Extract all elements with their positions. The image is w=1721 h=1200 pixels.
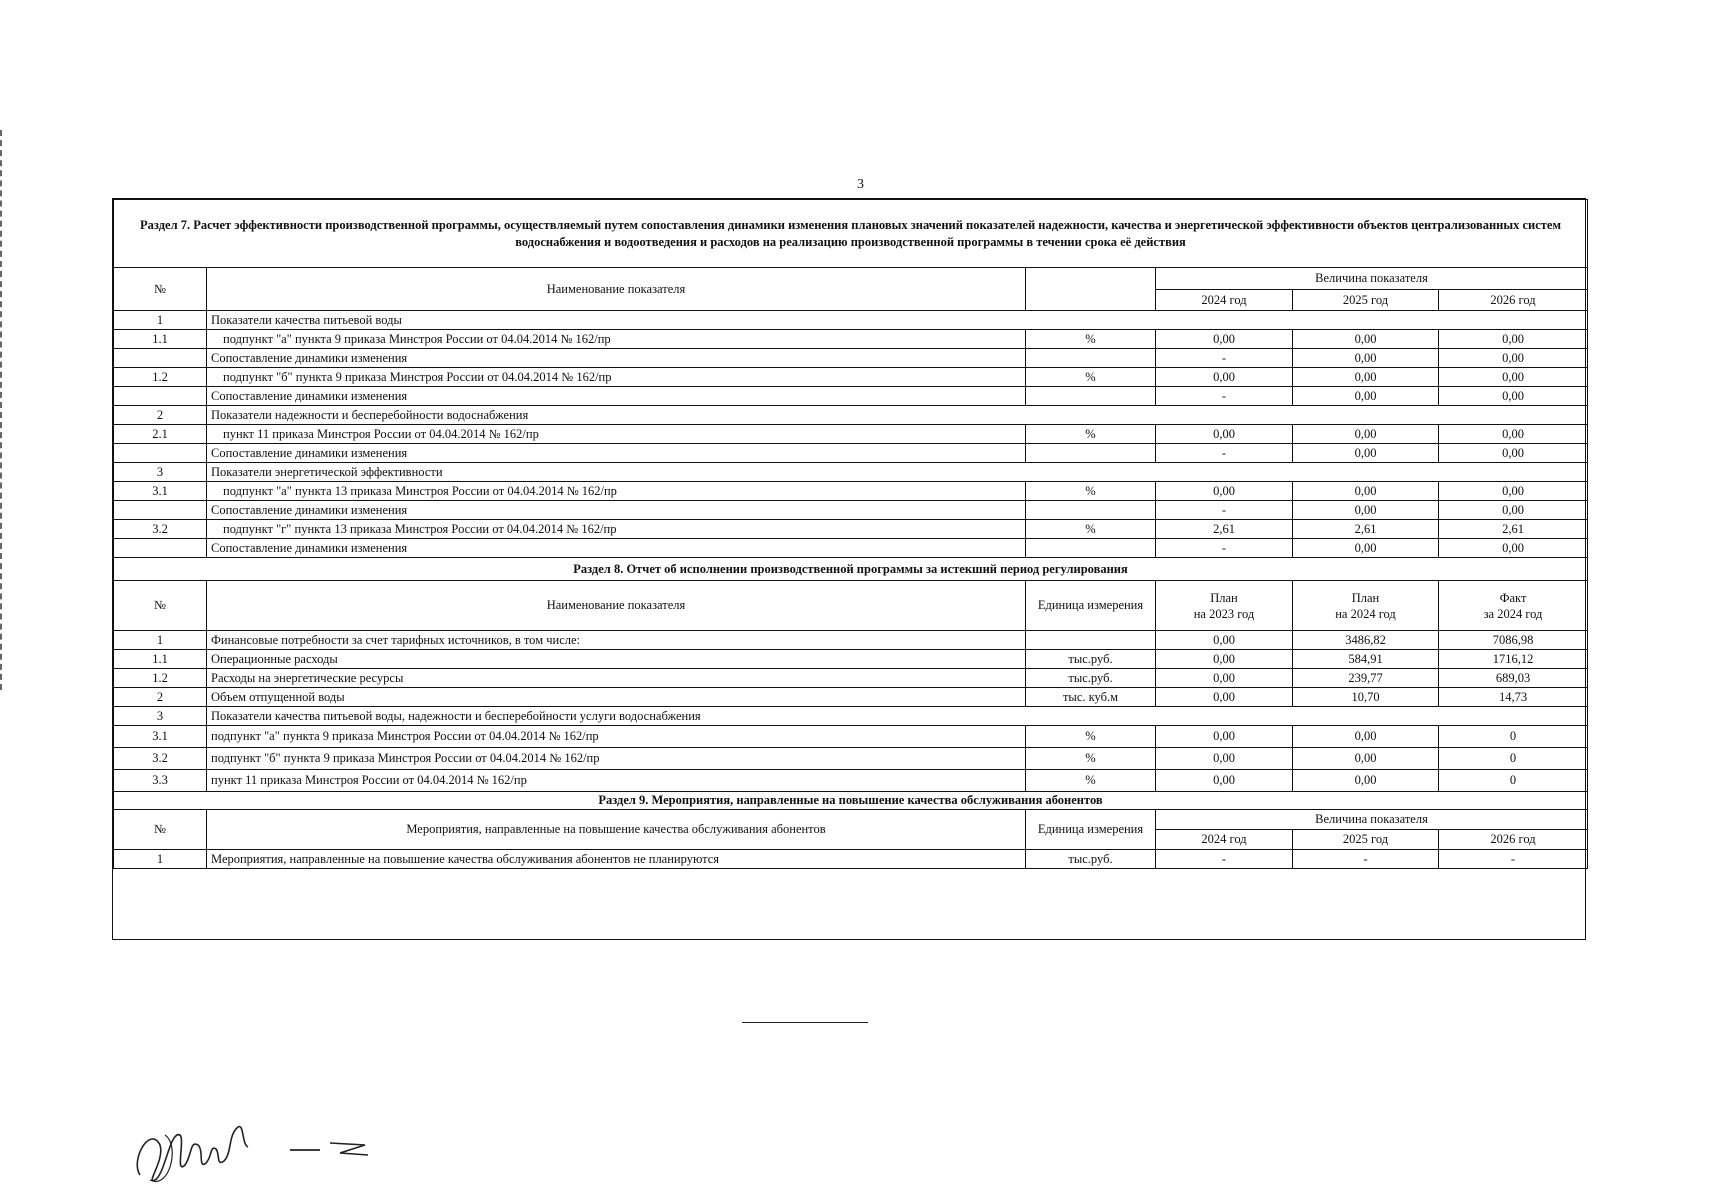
s8-row-value-2: 584,91 (1293, 650, 1439, 669)
s7-row-value-2: 0,00 (1293, 368, 1439, 387)
s7-row-value-3: 0,00 (1439, 349, 1588, 368)
s8-row-value-1: 0,00 (1156, 669, 1293, 688)
s7-row-value-1: 2,61 (1156, 520, 1293, 539)
s8-row-num: 3 (114, 707, 207, 726)
s7-row-value-3: 2,61 (1439, 520, 1588, 539)
s7-row-name: Сопоставление динамики изменения (207, 387, 1026, 406)
s7-row (114, 406, 1588, 425)
s7-row-value-3: 0,00 (1439, 425, 1588, 444)
s7-row (114, 425, 1588, 444)
s8-row-name: пункт 11 приказа Минстроя России от 04.04.2014 № 162/пр (207, 770, 1026, 792)
s7-row-value-3: 0,00 (1439, 501, 1588, 520)
s8-header-unit: Единица измерения (1026, 581, 1156, 631)
s7-row-num: 1 (114, 311, 207, 330)
s8-row-unit: % (1026, 770, 1156, 792)
s7-header-year-2: 2025 год (1293, 290, 1439, 311)
s8-header-name: Наименование показателя (207, 581, 1026, 631)
s7-row-num (114, 349, 207, 368)
s7-row-value-2: 0,00 (1293, 330, 1439, 349)
s7-row-name: пункт 11 приказа Минстроя России от 04.04.2014 № 162/пр (207, 425, 1026, 444)
s7-row-num: 3.2 (114, 520, 207, 539)
s9-header-unit: Единица измерения (1026, 810, 1156, 850)
s7-row-value-2: 0,00 (1293, 539, 1439, 558)
scan-edge-marks (0, 130, 5, 690)
s8-row-num: 3.3 (114, 770, 207, 792)
s8-row-value-3: 7086,98 (1439, 631, 1588, 650)
s7-header-num: № (114, 268, 207, 311)
s7-row-group-name: Показатели энергетической эффективности (207, 463, 1588, 482)
s7-header-year-1: 2024 год (1156, 290, 1293, 311)
s8-header-fact-2024 (1439, 581, 1588, 631)
signature-drawing (120, 1105, 440, 1195)
s7-row-num: 2.1 (114, 425, 207, 444)
s8-row-num: 3.1 (114, 726, 207, 748)
s8-h1a: План (1210, 590, 1238, 605)
s8-row-value-3: 14,73 (1439, 688, 1588, 707)
s7-row-num (114, 387, 207, 406)
s7-row-name: подпункт "г" пункта 13 приказа Минстроя России от 04.04.2014 № 162/пр (207, 520, 1026, 539)
s7-row-group-name: Показатели надежности и бесперебойности водоснабжения (207, 406, 1588, 425)
s7-row-value-1: - (1156, 444, 1293, 463)
s7-row-value-3: 0,00 (1439, 539, 1588, 558)
s7-header-name: Наименование показателя (207, 268, 1026, 311)
s8-row-value-2: 10,70 (1293, 688, 1439, 707)
s9-row-value-2: - (1293, 850, 1439, 869)
handwritten-signature (120, 1105, 440, 1200)
s8-row-value-3: 0 (1439, 770, 1588, 792)
s7-row (114, 330, 1588, 349)
s8-row-value-3: 0 (1439, 748, 1588, 770)
s8-row-num: 3.2 (114, 748, 207, 770)
s7-row-num (114, 444, 207, 463)
s8-row (114, 726, 1588, 748)
document-table-frame (112, 198, 1586, 940)
s9-row (114, 850, 1588, 869)
s7-header-year-3: 2026 год (1439, 290, 1588, 311)
s7-row-unit (1026, 444, 1156, 463)
s7-row-num (114, 539, 207, 558)
s7-row-value-1: 0,00 (1156, 425, 1293, 444)
s8-row-unit: тыс. куб.м (1026, 688, 1156, 707)
s8-row-value-1: 0,00 (1156, 650, 1293, 669)
s7-row-num: 2 (114, 406, 207, 425)
s7-row-num (114, 501, 207, 520)
s7-row-num: 1.2 (114, 368, 207, 387)
s8-row-num: 1 (114, 631, 207, 650)
s8-h2a: План (1351, 590, 1380, 605)
s8-row-value-2: 239,77 (1293, 669, 1439, 688)
s8-row-name: Расходы на энергетические ресурсы (207, 669, 1026, 688)
s8-row-unit (1026, 631, 1156, 650)
s9-header-num: № (114, 810, 207, 850)
s7-row-unit (1026, 539, 1156, 558)
s7-header-unit (1026, 268, 1156, 311)
s7-row (114, 349, 1588, 368)
s7-row-value-1: 0,00 (1156, 330, 1293, 349)
s7-row-value-2: 0,00 (1293, 425, 1439, 444)
s8-h3a: Факт (1499, 590, 1527, 605)
s7-row-value-2: 2,61 (1293, 520, 1439, 539)
s7-row-name: подпункт "б" пункта 9 приказа Минстроя России от 04.04.2014 № 162/пр (207, 368, 1026, 387)
s7-row-value-1: 0,00 (1156, 482, 1293, 501)
bottom-separator-line (742, 1022, 868, 1023)
s7-row (114, 387, 1588, 406)
section8-title: Раздел 8. Отчет об исполнении производственной программы за истекший период регулирования (114, 558, 1588, 581)
s8-row (114, 650, 1588, 669)
s7-row (114, 444, 1588, 463)
s8-row-value-1: 0,00 (1156, 631, 1293, 650)
s7-row (114, 463, 1588, 482)
s7-row-value-3: 0,00 (1439, 387, 1588, 406)
s9-row-num: 1 (114, 850, 207, 869)
s7-row-value-1: - (1156, 349, 1293, 368)
s7-row (114, 501, 1588, 520)
s7-row-unit: % (1026, 330, 1156, 349)
s7-row (114, 482, 1588, 501)
s7-row-name: Сопоставление динамики изменения (207, 539, 1026, 558)
s8-row-value-1: 0,00 (1156, 748, 1293, 770)
s7-row (114, 368, 1588, 387)
s8-header-plan-2023 (1156, 581, 1293, 631)
s8-row (114, 770, 1588, 792)
s7-row-value-3: 0,00 (1439, 482, 1588, 501)
s7-row-unit (1026, 387, 1156, 406)
s8-row (114, 707, 1588, 726)
s9-row-value-3: - (1439, 850, 1588, 869)
s8-h3b: за 2024 год (1483, 606, 1543, 621)
s8-h1b: на 2023 год (1193, 606, 1255, 621)
s7-row-num: 1.1 (114, 330, 207, 349)
s8-row-value-2: 3486,82 (1293, 631, 1439, 650)
s7-row-unit: % (1026, 425, 1156, 444)
s7-row-name: Сопоставление динамики изменения (207, 501, 1026, 520)
s8-row-name: Операционные расходы (207, 650, 1026, 669)
s8-row-value-1: 0,00 (1156, 726, 1293, 748)
s8-row (114, 748, 1588, 770)
s9-header-year-3: 2026 год (1439, 830, 1588, 850)
s7-row-group-name: Показатели качества питьевой воды (207, 311, 1588, 330)
s9-header-value-group: Величина показателя (1156, 810, 1588, 830)
page-number: 3 (857, 177, 864, 192)
s9-header-year-1: 2024 год (1156, 830, 1293, 850)
s8-row-unit: % (1026, 726, 1156, 748)
s8-row (114, 631, 1588, 650)
s8-row-num: 1.2 (114, 669, 207, 688)
s8-header-plan-2024 (1293, 581, 1439, 631)
s7-row-num: 3 (114, 463, 207, 482)
s7-row-unit: % (1026, 520, 1156, 539)
s7-row-value-1: - (1156, 501, 1293, 520)
s7-row-name: Сопоставление динамики изменения (207, 349, 1026, 368)
s7-row-value-3: 0,00 (1439, 330, 1588, 349)
s7-row-value-1: - (1156, 539, 1293, 558)
s7-row-name: подпункт "а" пункта 13 приказа Минстроя России от 04.04.2014 № 162/пр (207, 482, 1026, 501)
section9-title: Раздел 9. Мероприятия, направленные на повышение качества обслуживания абонентов (114, 792, 1588, 810)
s9-row-unit: тыс.руб. (1026, 850, 1156, 869)
s7-row-name: Сопоставление динамики изменения (207, 444, 1026, 463)
s8-row-num: 1.1 (114, 650, 207, 669)
s8-row-value-2: 0,00 (1293, 748, 1439, 770)
s7-row-value-2: 0,00 (1293, 444, 1439, 463)
s9-row-name: Мероприятия, направленные на повышение качества обслуживания абонентов не планируются (207, 850, 1026, 869)
s7-row-value-1: - (1156, 387, 1293, 406)
s7-row-value-3: 0,00 (1439, 368, 1588, 387)
s8-row-unit: тыс.руб. (1026, 650, 1156, 669)
s8-row-unit: тыс.руб. (1026, 669, 1156, 688)
s8-row-unit: % (1026, 748, 1156, 770)
section7-title: Раздел 7. Расчет эффективности производственной программы, осуществляемый путем сопоставления динамики изменения плановых значений показателей надежности, качества и энергетической эффективности объектов централизованных систем водоснабжения и водоотведения и расходов на реализацию производственной программы в течении срока её действия (114, 200, 1588, 268)
s8-row-value-3: 689,03 (1439, 669, 1588, 688)
s7-row-value-2: 0,00 (1293, 482, 1439, 501)
s8-row-group-name: Показатели качества питьевой воды, надежности и бесперебойности услуги водоснабжения (207, 707, 1588, 726)
s8-row-value-1: 0,00 (1156, 688, 1293, 707)
s7-row-name: подпункт "а" пункта 9 приказа Минстроя России от 04.04.2014 № 162/пр (207, 330, 1026, 349)
s7-row-unit: % (1026, 482, 1156, 501)
s8-row-name: подпункт "а" пункта 9 приказа Минстроя России от 04.04.2014 № 162/пр (207, 726, 1026, 748)
s8-row-name: Объем отпущенной воды (207, 688, 1026, 707)
s8-row-value-2: 0,00 (1293, 726, 1439, 748)
s7-row-value-2: 0,00 (1293, 349, 1439, 368)
s7-row-value-2: 0,00 (1293, 501, 1439, 520)
main-table (113, 199, 1588, 869)
s7-row-unit (1026, 501, 1156, 520)
s8-row-value-1: 0,00 (1156, 770, 1293, 792)
s8-row (114, 669, 1588, 688)
s8-h2b: на 2024 год (1335, 606, 1396, 621)
s8-row-value-3: 1716,12 (1439, 650, 1588, 669)
s8-row-num: 2 (114, 688, 207, 707)
s8-row-name: Финансовые потребности за счет тарифных источников, в том числе: (207, 631, 1026, 650)
s8-header-num: № (114, 581, 207, 631)
s7-row-num: 3.1 (114, 482, 207, 501)
s7-row-value-2: 0,00 (1293, 387, 1439, 406)
s7-row-unit (1026, 349, 1156, 368)
s7-row-value-3: 0,00 (1439, 444, 1588, 463)
s8-row (114, 688, 1588, 707)
s7-row-value-1: 0,00 (1156, 368, 1293, 387)
s8-row-name: подпункт "б" пункта 9 приказа Минстроя России от 04.04.2014 № 162/пр (207, 748, 1026, 770)
s8-row-value-2: 0,00 (1293, 770, 1439, 792)
s8-row-value-3: 0 (1439, 726, 1588, 748)
s7-row (114, 539, 1588, 558)
s9-header-name: Мероприятия, направленные на повышение качества обслуживания абонентов (207, 810, 1026, 850)
s7-row (114, 311, 1588, 330)
s9-header-year-2: 2025 год (1293, 830, 1439, 850)
s7-row (114, 520, 1588, 539)
s9-row-value-1: - (1156, 850, 1293, 869)
s7-row-unit: % (1026, 368, 1156, 387)
s7-header-value-group: Величина показателя (1156, 268, 1588, 290)
